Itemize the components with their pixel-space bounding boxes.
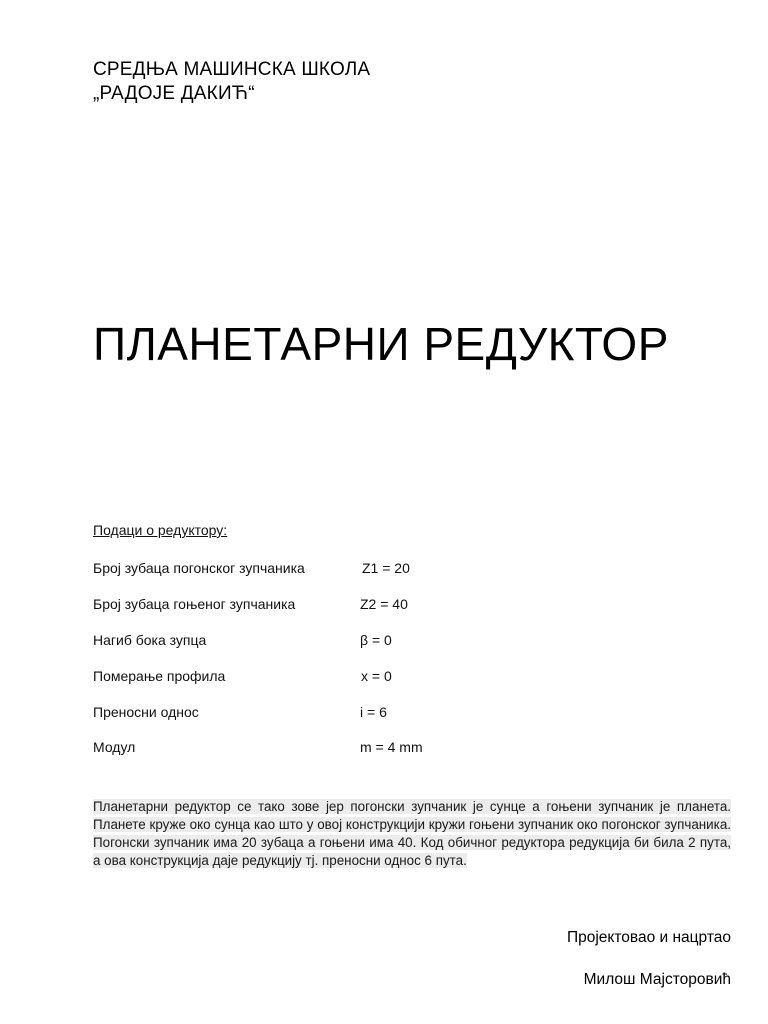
spec-value: Z2 = 40 (360, 596, 408, 612)
designed-by-label: Пројектовао и нацртао (566, 929, 731, 946)
spec-label: Померање профила (93, 668, 226, 684)
spec-value: x = 0 (361, 668, 392, 684)
description-text: Планетарни редуктор се тако зове јер погонски зупчаник је сунце а гоњени зупчаник је планета. Планете круже око сунца као што у овој конструкцији кружи гоњени зупчаник око погонског зупчаника. Погонски зупчаник има 20 зубаца а гоњени има 40. Код обичног редуктора редукција би била 2 пута, а ова конструкција даје редукцију тј. преносни однос 6 пута. (93, 799, 731, 868)
author-name: Милош Мајсторовић (583, 971, 731, 988)
school-header (93, 58, 370, 106)
school-name: СРЕДЊА МАШИНСКА ШКОЛА (93, 59, 371, 80)
spec-label: Модул (93, 739, 136, 755)
spec-value: β = 0 (360, 632, 392, 648)
document-title: ПЛАНЕТАРНИ РЕДУКТОР (93, 318, 669, 370)
spec-value: m = 4 mm (360, 739, 423, 755)
school-patron: „РАДОЈЕ ДАКИЋ“ (93, 83, 255, 104)
specs-heading: Подаци о редуктору: (93, 522, 228, 538)
spec-label: Број зубаца гоњеног зупчаника (93, 596, 296, 612)
spec-label: Преносни однос (93, 704, 199, 720)
spec-value: i = 6 (360, 704, 387, 720)
description-paragraph (93, 798, 731, 870)
spec-label: Нагиб бока зупца (93, 632, 207, 648)
spec-label: Број зубаца погонског зупчаника (93, 560, 305, 576)
spec-value: Z1 = 20 (362, 560, 410, 576)
